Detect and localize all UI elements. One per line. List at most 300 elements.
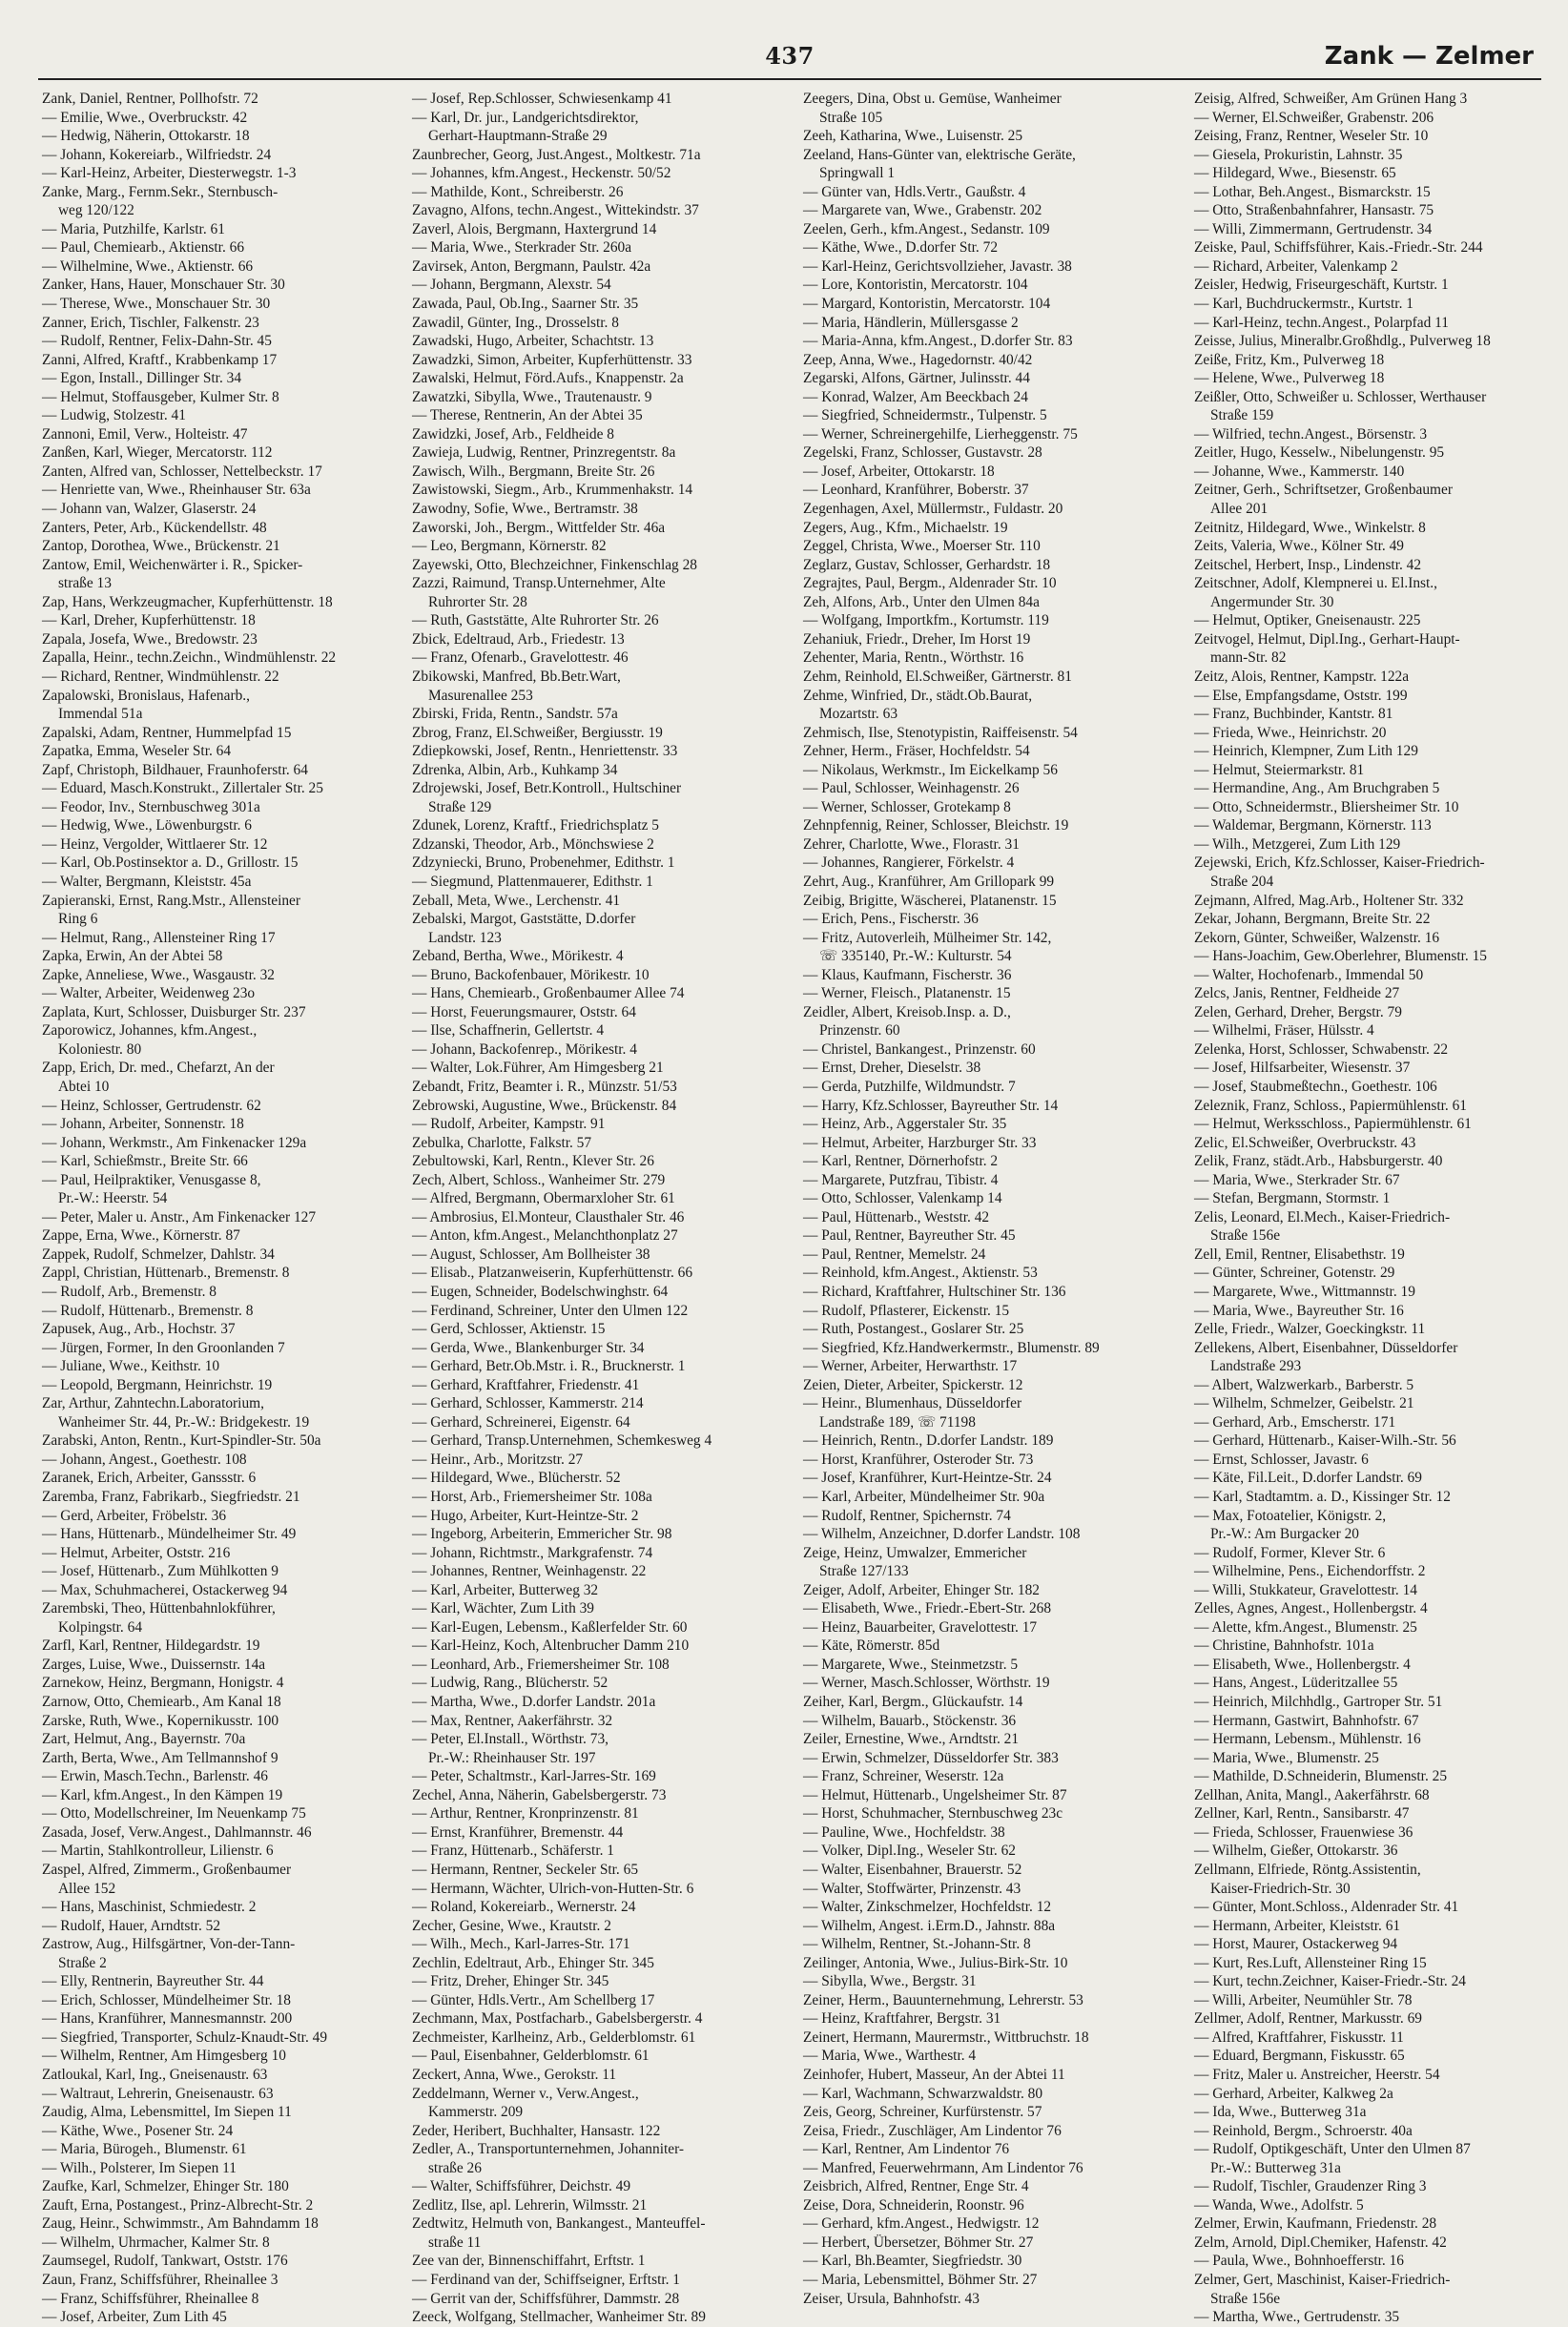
directory-entry: Zarges, Luise, Wwe., Duissernstr. 14a — [42, 1656, 266, 1673]
directory-entry: Straße 159 — [1209, 407, 1274, 424]
directory-entry: Kammerstr. 209 — [427, 2104, 524, 2121]
directory-entry: — Hermann, Lebensm., Mühlenstr. 16 — [1194, 1731, 1421, 1748]
directory-entry: Prinzenstr. 60 — [818, 1022, 900, 1040]
directory-entry: — Johann, Backofenrep., Mörikestr. 4 — [412, 1040, 637, 1058]
directory-entry: — Hugo, Arbeiter, Kurt-Heintze-Str. 2 — [412, 1507, 639, 1524]
directory-entry: Zell, Emil, Rentner, Elisabethstr. 19 — [1194, 1246, 1405, 1263]
directory-entry: Straße 156e — [1209, 2290, 1281, 2307]
directory-entry: — Walter, Zinkschmelzer, Hochfeldstr. 12 — [803, 1899, 1052, 1916]
directory-entry: Zapatka, Emma, Weseler Str. 64 — [42, 743, 232, 760]
directory-entry: Zapke, Anneliese, Wwe., Wasgaustr. 32 — [42, 966, 275, 983]
directory-entry: — Helmut, Rang., Allensteiner Ring 17 — [42, 929, 276, 946]
directory-column-2 — [412, 90, 795, 2326]
directory-entry: — Wilh., Metzgerei, Zum Lith 129 — [1194, 835, 1401, 853]
directory-entry: — Konrad, Walzer, Am Beeckbach 24 — [803, 388, 1028, 405]
directory-entry: Zeiner, Herm., Bauunternehmung, Lehrerstr. 53 — [803, 1991, 1083, 2008]
directory-entry: — Peter, Schaltmstr., Karl-Jarres-Str. 169 — [412, 1768, 656, 1785]
directory-entry: — Karl, Dreher, Kupferhüttenstr. 18 — [42, 612, 256, 629]
directory-entry: Zeilinger, Antonia, Wwe., Julius-Birk-Str. 10 — [803, 1954, 1068, 1971]
directory-entry: Zeising, Franz, Rentner, Weseler Str. 10 — [1194, 128, 1429, 145]
directory-entry: Gerhart-Hauptmann-Straße 29 — [427, 128, 608, 145]
directory-entry: — Maria, Händlerin, Müllersgasse 2 — [803, 314, 1019, 331]
directory-entry: — Josef, Hilfsarbeiter, Wiesenstr. 37 — [1194, 1060, 1411, 1077]
directory-entry: Pr.-W.: Rheinhauser Str. 197 — [427, 1749, 596, 1766]
directory-entry: Zelic, El.Schweißer, Overbruckstr. 43 — [1194, 1134, 1416, 1151]
directory-entry: — Paul, Rentner, Memelstr. 24 — [803, 1246, 986, 1263]
directory-entry: Zekorn, Günter, Schweißer, Walzenstr. 16 — [1194, 929, 1440, 946]
directory-entry: Immendal 51a — [57, 706, 143, 723]
directory-entry: — Ernst, Dreher, Dieselstr. 38 — [803, 1060, 981, 1077]
directory-entry: — Karl, Rentner, Am Lindentor 76 — [803, 2141, 1010, 2158]
directory-entry: — Karl, Wachmann, Schwarzwaldstr. 80 — [803, 2085, 1043, 2102]
directory-entry: Allee 201 — [1209, 501, 1269, 518]
directory-entry: Zank, Daniel, Rentner, Pollhofstr. 72 — [42, 91, 258, 107]
directory-entry: — Heinrich, Rentn., D.dorfer Landstr. 189 — [803, 1432, 1054, 1450]
directory-entry: Zechlin, Edeltraut, Arb., Ehinger Str. 345 — [412, 1954, 654, 1971]
directory-entry: Zeibig, Brigitte, Wäscherei, Platanenstr. 15 — [803, 892, 1057, 909]
directory-entry: Zedler, A., Transportunternehmen, Johanniter- — [412, 2141, 685, 2158]
directory-entry: Straße 156e — [1209, 1227, 1281, 1245]
directory-entry: — Wilhelm, Rentner, Am Himgesberg 10 — [42, 2048, 286, 2065]
directory-entry: Zanke, Marg., Fernm.Sekr., Sternbusch- — [42, 183, 279, 200]
directory-entry: Zeglarz, Gustav, Schlosser, Gerhardstr. 18 — [803, 556, 1051, 573]
directory-entry: — Josef, Rep.Schlosser, Schwiesenkamp 41 — [412, 91, 672, 107]
directory-entry: Kaiser-Friedrich-Str. 30 — [1209, 1880, 1351, 1897]
directory-entry: — Wilhelmi, Fräser, Hülsstr. 4 — [1194, 1022, 1374, 1040]
directory-entry: — Mathilde, Kont., Schreiberstr. 26 — [412, 183, 624, 200]
directory-entry: Koloniestr. 80 — [57, 1040, 142, 1058]
directory-entry: Zehenter, Maria, Rentn., Wörthstr. 16 — [803, 649, 1024, 667]
directory-entry: — Karl, Wächter, Zum Lith 39 — [412, 1600, 594, 1617]
directory-entry: — Gerhard, kfm.Angest., Hedwigstr. 12 — [803, 2215, 1040, 2233]
directory-entry: — Gerhard, Betr.Ob.Mstr. i. R., Brucknerstr. 1 — [412, 1358, 686, 1375]
directory-entry: — Wilh., Polsterer, Im Siepen 11 — [42, 2159, 237, 2176]
directory-entry: Zdrojewski, Josef, Betr.Kontroll., Hultschiner — [412, 780, 682, 797]
directory-entry: — Richard, Kraftfahrer, Hultschiner Str. 136 — [803, 1284, 1066, 1300]
directory-entry: — Maria, Wwe., Blumenstr. 25 — [1194, 1749, 1379, 1766]
directory-entry: Zechmann, Max, Postfacharb., Gabelsbergerstr. 4 — [412, 2010, 703, 2028]
directory-entry: — Margarete van, Wwe., Grabenstr. 202 — [803, 202, 1042, 219]
directory-entry: — Josef, Arbeiter, Ottokarstr. 18 — [803, 463, 995, 480]
directory-entry: — Walter, Hochofenarb., Immendal 50 — [1194, 966, 1424, 983]
directory-entry: — Hermandine, Ang., Am Bruchgraben 5 — [1194, 780, 1440, 797]
directory-entry: Wanheimer Str. 44, Pr.-W.: Bridgekestr. 19 — [57, 1413, 310, 1431]
directory-entry: — Franz, Schreiner, Weserstr. 12a — [803, 1768, 1004, 1785]
directory-entry: Zellmann, Elfriede, Röntg.Assistentin, — [1194, 1861, 1421, 1878]
directory-entry: — Hans-Joachim, Gew.Oberlehrer, Blumenstr. 15 — [1194, 948, 1487, 965]
directory-entry: — Volker, Dipl.Ing., Weseler Str. 62 — [803, 1843, 1017, 1860]
directory-entry: Zebandt, Fritz, Beamter i. R., Münzstr. 51/53 — [412, 1078, 677, 1095]
directory-entry: — Wilhelm, Schmelzer, Geibelstr. 21 — [1194, 1395, 1414, 1412]
directory-entry: — Peter, Maler u. Anstr., Am Finkenacker 127 — [42, 1208, 317, 1225]
directory-entry: — Gerda, Putzhilfe, Wildmundstr. 7 — [803, 1078, 1016, 1095]
directory-entry: — Karl-Heinz, Koch, Altenbrucher Damm 210 — [412, 1637, 690, 1655]
directory-entry: — Heinz, Kraftfahrer, Bergstr. 31 — [803, 2010, 1001, 2028]
directory-entry: Zapf, Christoph, Bildhauer, Fraunhoferstr. 64 — [42, 761, 308, 778]
directory-entry: — Horst, Feuerungsmaurer, Oststr. 64 — [412, 1003, 636, 1020]
directory-entry: Ruhrorter Str. 28 — [427, 593, 527, 610]
directory-entry: — Rudolf, Arbeiter, Kampstr. 91 — [412, 1116, 606, 1133]
page-header — [38, 38, 1541, 76]
directory-column-1 — [42, 90, 404, 2326]
directory-entry: Zeis, Georg, Schreiner, Kurfürstenstr. 57 — [803, 2104, 1042, 2121]
directory-entry: — Hedwig, Wwe., Löwenburgstr. 6 — [42, 817, 252, 834]
directory-entry: — Wilhelm, Gießer, Ottokarstr. 36 — [1194, 1843, 1398, 1860]
directory-entry: Zarfl, Karl, Rentner, Hildegardstr. 19 — [42, 1637, 260, 1655]
directory-entry: Zeiher, Karl, Bergm., Glückaufstr. 14 — [803, 1694, 1023, 1711]
directory-entry: Pr.-W.: Am Burgacker 20 — [1209, 1526, 1359, 1543]
directory-entry: — Therese, Rentnerin, An der Abtei 35 — [412, 407, 643, 424]
directory-entry: Zegrajtes, Paul, Bergm., Aldenrader Str. 10 — [803, 575, 1057, 592]
directory-entry: — Hermann, Wächter, Ulrich-von-Hutten-Str. 6 — [412, 1880, 694, 1897]
directory-entry: — Josef, Staubmeßtechn., Goethestr. 106 — [1194, 1078, 1437, 1095]
directory-entry: Zazzi, Raimund, Transp.Unternehmer, Alte — [412, 575, 666, 592]
directory-entry: Zdunek, Lorenz, Kraftf., Friedrichsplatz 5 — [412, 817, 659, 834]
directory-entry: — Helmut, Arbeiter, Oststr. 216 — [42, 1544, 231, 1561]
directory-entry: Allee 152 — [57, 1880, 116, 1897]
directory-entry: — Juliane, Wwe., Keithstr. 10 — [42, 1358, 220, 1375]
directory-entry: — Käte, Römerstr. 85d — [803, 1637, 940, 1655]
directory-entry: — Paul, Schlosser, Weinhagenstr. 26 — [803, 780, 1020, 797]
directory-entry: Landstraße 293 — [1209, 1358, 1302, 1375]
directory-entry: Straße 127/133 — [818, 1563, 909, 1580]
directory-entry: — Maria, Putzhilfe, Karlstr. 61 — [42, 220, 225, 237]
directory-entry: — Rudolf, Hauer, Arndtstr. 52 — [42, 1917, 221, 1934]
directory-entry: Zdzanski, Theodor, Arb., Mönchswiese 2 — [412, 835, 654, 853]
directory-entry: — Erwin, Schmelzer, Düsseldorfer Str. 383 — [803, 1749, 1059, 1766]
directory-entry: Zeiße, Fritz, Km., Pulverweg 18 — [1194, 351, 1385, 368]
directory-entry: Zdrenka, Albin, Arb., Kuhkamp 34 — [412, 761, 618, 778]
directory-entry: Zbikowski, Manfred, Bb.Betr.Wart, — [412, 668, 621, 685]
directory-entry: — Paul, Heilpraktiker, Venusgasse 8, — [42, 1171, 261, 1188]
directory-entry: Zecher, Gesine, Wwe., Krautstr. 2 — [412, 1917, 611, 1934]
directory-entry: — Karl, Buchdruckermstr., Kurtstr. 1 — [1194, 296, 1413, 313]
directory-entry: Zarth, Berta, Wwe., Am Tellmannshof 9 — [42, 1749, 279, 1766]
directory-entry: — Maria, Wwe., Sterkrader Str. 260a — [412, 239, 632, 257]
directory-entry: Zeddelmann, Werner v., Verw.Angest., — [412, 2085, 639, 2102]
directory-entry: — Margarete, Putzfrau, Tibistr. 4 — [803, 1171, 999, 1188]
directory-entry: straße 13 — [57, 575, 112, 592]
directory-entry: — Helmut, Arbeiter, Harzburger Str. 33 — [803, 1134, 1037, 1151]
directory-entry: — Fritz, Maler u. Anstreicher, Heerstr. 54 — [1194, 2066, 1440, 2083]
directory-entry: — Karl, Bh.Beamter, Siegfriedstr. 30 — [803, 2253, 1022, 2270]
directory-entry: — Erwin, Masch.Techn., Barlenstr. 46 — [42, 1768, 268, 1785]
directory-entry: Zeleznik, Franz, Schloss., Papiermühlenstr. 61 — [1194, 1097, 1467, 1114]
directory-entry: Zeh, Alfons, Arb., Unter den Ulmen 84a — [803, 593, 1040, 610]
directory-entry: Zebrowski, Augustine, Wwe., Brückenstr. 84 — [412, 1097, 677, 1114]
directory-entry: Zehmisch, Ilse, Stenotypistin, Raiffeisenstr. 54 — [803, 724, 1078, 741]
directory-entry: — Käte, Fil.Leit., D.dorfer Landstr. 69 — [1194, 1470, 1422, 1487]
directory-entry: — Giesela, Prokuristin, Lahnstr. 35 — [1194, 146, 1403, 163]
directory-entry: Zapalowski, Bronislaus, Hafenarb., — [42, 687, 250, 704]
directory-entry: — Manfred, Feuerwehrmann, Am Lindentor 76 — [803, 2159, 1083, 2176]
directory-entry: — Albert, Walzwerkarb., Barberstr. 5 — [1194, 1376, 1414, 1393]
directory-entry: — Maria, Wwe., Sterkrader Str. 67 — [1194, 1171, 1400, 1188]
directory-entry: Zdzyniecki, Bruno, Probenehmer, Edithstr. 1 — [412, 855, 675, 872]
directory-entry: — Helmut, Steiermarkstr. 81 — [1194, 761, 1365, 778]
directory-entry: Zegelski, Franz, Schlosser, Gustavstr. 28 — [803, 444, 1042, 462]
directory-entry: — Richard, Arbeiter, Valenkamp 2 — [1194, 257, 1398, 275]
directory-entry: Zeitschner, Adolf, Klempnerei u. El.Inst., — [1194, 575, 1437, 592]
directory-entry: Zawalski, Helmut, Förd.Aufs., Knappenstr. 2a — [412, 370, 684, 387]
directory-entry: Zeiler, Ernestine, Wwe., Arndtstr. 21 — [803, 1731, 1020, 1748]
directory-entry: Zehnpfennig, Reiner, Schlosser, Bleichstr. 19 — [803, 817, 1069, 834]
directory-entry: — Maria-Anna, kfm.Angest., D.dorfer Str. 83 — [803, 333, 1073, 350]
directory-entry: — Wilhelmine, Pens., Eichendorffstr. 2 — [1194, 1563, 1426, 1580]
directory-entry: — Otto, Modellschreiner, Im Neuenkamp 75 — [42, 1805, 306, 1822]
directory-entry: — Hans, Chemiearb., Großenbaumer Allee 74 — [412, 985, 685, 1002]
directory-entry: Zaufke, Karl, Schmelzer, Ehinger Str. 180 — [42, 2178, 289, 2195]
directory-entry: Abtei 10 — [57, 1078, 110, 1095]
directory-entry: — Franz, Schiffsführer, Rheinallee 8 — [42, 2290, 259, 2307]
directory-entry: — Maria, Lebensmittel, Böhmer Str. 27 — [803, 2271, 1038, 2288]
directory-entry: Zegenhagen, Axel, Müllermstr., Fuldastr. 20 — [803, 501, 1063, 518]
directory-entry: — Gerd, Schlosser, Aktienstr. 15 — [412, 1321, 606, 1338]
directory-entry: — Henriette van, Wwe., Rheinhauser Str. 63a — [42, 482, 311, 499]
directory-entry: — Wolfgang, Importkfm., Kortumstr. 119 — [803, 612, 1049, 629]
directory-entry: Zelis, Leonard, El.Mech., Kaiser-Friedrich- — [1194, 1208, 1451, 1225]
directory-entry: Zech, Albert, Schloss., Wanheimer Str. 279 — [412, 1171, 666, 1188]
directory-entry: Zanten, Alfred van, Schlosser, Nettelbeckstr. 17 — [42, 463, 322, 480]
directory-entry: — Willi, Arbeiter, Neumühler Str. 78 — [1194, 1991, 1413, 2008]
directory-entry: — Helmut, Werksschloss., Papiermühlenstr. 61 — [1194, 1116, 1472, 1133]
directory-entry: straße 26 — [427, 2159, 482, 2176]
directory-entry: — Wilh., Mech., Karl-Jarres-Str. 171 — [412, 1936, 630, 1953]
directory-entry: — Wilhelmine, Wwe., Aktienstr. 66 — [42, 257, 254, 275]
directory-entry: — Gerhard, Schlosser, Kammerstr. 214 — [412, 1395, 644, 1412]
directory-entry: — Karl, Schießmstr., Breite Str. 66 — [42, 1153, 248, 1170]
directory-entry: — Johannes, kfm.Angest., Heckenstr. 50/52 — [412, 165, 671, 182]
directory-entry: — Hermann, Gastwirt, Bahnhofstr. 67 — [1194, 1712, 1419, 1729]
directory-entry: — Elisab., Platzanweiserin, Kupferhüttenstr. 66 — [412, 1265, 693, 1282]
directory-entry: Zar, Arthur, Zahntechn.Laboratorium, — [42, 1395, 264, 1412]
directory-entry: Zeisig, Alfred, Schweißer, Am Grünen Hang 3 — [1194, 91, 1468, 107]
directory-entry: — Ruth, Gaststätte, Alte Ruhrorter Str. 26 — [412, 612, 659, 629]
directory-entry: Zap, Hans, Werkzeugmacher, Kupferhüttenstr. 18 — [42, 593, 333, 610]
directory-entry: — Gerhard, Hüttenarb., Kaiser-Wilh.-Str. 56 — [1194, 1432, 1456, 1450]
directory-entry: Straße 129 — [427, 798, 492, 815]
directory-entry: — Johann van, Walzer, Glaserstr. 24 — [42, 501, 257, 518]
directory-entry: — Hans, Angest., Lüderitzallee 55 — [1194, 1675, 1398, 1692]
directory-entry: Zaspel, Alfred, Zimmerm., Großenbaumer — [42, 1861, 292, 1878]
directory-entry: — Martha, Wwe., D.dorfer Landstr. 201a — [412, 1694, 656, 1711]
directory-entry: — Käthe, Wwe., Posener Str. 24 — [42, 2122, 234, 2139]
directory-entry: Zebulka, Charlotte, Falkstr. 57 — [412, 1134, 592, 1151]
directory-entry: Zasada, Josef, Verw.Angest., Dahlmannstr. 46 — [42, 1823, 312, 1841]
directory-entry: — Herbert, Übersetzer, Böhmer Str. 27 — [803, 2234, 1034, 2251]
directory-entry: — Wilhelm, Rentner, St.-Johann-Str. 8 — [803, 1936, 1031, 1953]
directory-entry: Zelmer, Gert, Maschinist, Kaiser-Friedrich- — [1194, 2271, 1451, 2288]
directory-entry: mann-Str. 82 — [1209, 649, 1287, 667]
directory-entry: Zawada, Paul, Ob.Ing., Saarner Str. 35 — [412, 296, 639, 313]
directory-entry: — Karl, Rentner, Dörnerhofstr. 2 — [803, 1153, 999, 1170]
directory-entry: Zehrt, Aug., Kranführer, Am Grillopark 99 — [803, 873, 1055, 890]
directory-entry: Ring 6 — [57, 911, 98, 928]
directory-entry: — Leonhard, Arb., Friemersheimer Str. 108 — [412, 1656, 670, 1673]
directory-entry: Zarnow, Otto, Chemiearb., Am Kanal 18 — [42, 1694, 281, 1711]
directory-entry: Zappek, Rudolf, Schmelzer, Dahlstr. 34 — [42, 1246, 275, 1263]
directory-entry: Zeißler, Otto, Schweißer u. Schlosser, Werthauser — [1194, 388, 1487, 405]
directory-entry: Zeeh, Katharina, Wwe., Luisenstr. 25 — [803, 128, 1023, 145]
directory-entry: Zeisa, Friedr., Zuschläger, Am Lindentor 76 — [803, 2122, 1062, 2139]
directory-entry: — Frieda, Wwe., Heinrichstr. 20 — [1194, 724, 1387, 741]
directory-entry: — Hildegard, Wwe., Biesenstr. 65 — [1194, 165, 1396, 182]
directory-entry: — Werner, Masch.Schlosser, Wörthstr. 19 — [803, 1675, 1050, 1692]
directory-entry: Zapalla, Heinr., techn.Zeichn., Windmühlenstr. 22 — [42, 649, 337, 667]
directory-entry: Zeisler, Hedwig, Friseurgeschäft, Kurtstr. 1 — [1194, 277, 1449, 294]
directory-entry: — Karl, kfm.Angest., In den Kämpen 19 — [42, 1786, 283, 1803]
directory-entry: — Werner, El.Schweißer, Grabenstr. 206 — [1194, 109, 1434, 126]
directory-entry: — Rudolf, Hüttenarb., Bremenstr. 8 — [42, 1302, 254, 1319]
directory-entry: — Ferdinand van der, Schiffseigner, Erftstr. 1 — [412, 2271, 681, 2288]
directory-entry: — Alfred, Kraftfahrer, Fiskusstr. 11 — [1194, 2028, 1404, 2046]
directory-entry: — Roland, Kokereiarb., Wernerstr. 24 — [412, 1899, 636, 1916]
directory-entry: — Karl, Arbeiter, Butterweg 32 — [412, 1581, 599, 1598]
directory-entry: Zart, Helmut, Ang., Bayernstr. 70a — [42, 1731, 246, 1748]
directory-entry: — Else, Empfangsdame, Oststr. 199 — [1194, 687, 1408, 704]
directory-entry: — Paula, Wwe., Bohnhoefferstr. 16 — [1194, 2253, 1404, 2270]
directory-entry: — Maria, Wwe., Warthestr. 4 — [803, 2048, 977, 2065]
directory-entry: — Bruno, Backofenbauer, Mörikestr. 10 — [412, 966, 650, 983]
directory-entry: — Alette, kfm.Angest., Blumenstr. 25 — [1194, 1618, 1417, 1636]
directory-entry: — Heinz, Bauarbeiter, Gravelottestr. 17 — [803, 1618, 1038, 1636]
directory-entry: — Karl-Heinz, Arbeiter, Diesterwegstr. 1-3 — [42, 165, 297, 182]
directory-entry: — Heinz, Arb., Aggerstaler Str. 35 — [803, 1116, 1007, 1133]
directory-entry: — Karl-Heinz, Gerichtsvollzieher, Javastr. 38 — [803, 257, 1072, 275]
directory-entry: Zedtwitz, Helmuth von, Bankangest., Manteuffel- — [412, 2215, 706, 2233]
directory-entry: — Hans, Kranführer, Mannesmannstr. 200 — [42, 2010, 293, 2028]
directory-entry: — Nikolaus, Werkmstr., Im Eickelkamp 56 — [803, 761, 1058, 778]
directory-entry: Straße 105 — [818, 109, 883, 126]
directory-entry: — Erich, Schlosser, Mündelheimer Str. 18 — [42, 1991, 291, 2008]
directory-entry: — Wilhelm, Angest. i.Erm.D., Jahnstr. 88a — [803, 1917, 1056, 1934]
directory-entry: — Wilhelm, Uhrmacher, Kalmer Str. 8 — [42, 2234, 270, 2251]
directory-entry: Zelcs, Janis, Rentner, Feldheide 27 — [1194, 985, 1400, 1002]
directory-entry: — Johann, Arbeiter, Sonnenstr. 18 — [42, 1116, 244, 1133]
directory-entry: Straße 2 — [57, 1954, 107, 1971]
directory-entry: Zapieranski, Ernst, Rang.Mstr., Allensteiner — [42, 892, 300, 909]
directory-entry: — Paul, Eisenbahner, Gelderblomstr. 61 — [412, 2048, 650, 2065]
directory-entry: — Max, Schuhmacherei, Ostackerweg 94 — [42, 1581, 288, 1598]
directory-entry: — Ingeborg, Arbeiterin, Emmericher Str. 98 — [412, 1526, 672, 1543]
directory-entry: — Eduard, Bergmann, Fiskusstr. 65 — [1194, 2048, 1405, 2065]
directory-entry: Zastrow, Aug., Hilfsgärtner, Von-der-Tann- — [42, 1936, 296, 1953]
directory-entry: Zeband, Bertha, Wwe., Mörikestr. 4 — [412, 948, 624, 965]
directory-entry: — Wilhelm, Anzeichner, D.dorfer Landstr. 108 — [803, 1526, 1081, 1543]
directory-entry: — Karl, Dr. jur., Landgerichtsdirektor, — [412, 109, 639, 126]
directory-entry: — Harry, Kfz.Schlosser, Bayreuther Str. 14 — [803, 1097, 1059, 1114]
directory-entry: — Karl, Stadtamtm. a. D., Kissinger Str. 12 — [1194, 1489, 1451, 1506]
directory-entry: Zaranek, Erich, Arbeiter, Ganssstr. 6 — [42, 1470, 257, 1487]
directory-entry: — Christel, Bankangest., Prinzenstr. 60 — [803, 1040, 1036, 1058]
directory-entry: — Maria, Bürogeh., Blumenstr. 61 — [42, 2141, 247, 2158]
directory-entry: — Martha, Wwe., Gertrudenstr. 35 — [1194, 2309, 1400, 2326]
directory-entry: Zegers, Aug., Kfm., Michaelstr. 19 — [803, 519, 1008, 536]
directory-entry: — Max, Fotoatelier, Königstr. 2, — [1194, 1507, 1387, 1524]
directory-entry: Zaporowicz, Johannes, kfm.Angest., — [42, 1022, 258, 1040]
directory-entry: — Johann, Bergmann, Alexstr. 54 — [412, 277, 611, 294]
directory-entry: Zeise, Dora, Schneiderin, Roonstr. 96 — [803, 2196, 1024, 2214]
directory-entry: — Ferdinand, Schreiner, Unter den Ulmen 122 — [412, 1302, 689, 1319]
directory-entry: Zawatzki, Sibylla, Wwe., Trautenaustr. 9 — [412, 388, 652, 405]
directory-entry: Zeeck, Wolfgang, Stellmacher, Wanheimer Str. 89 — [412, 2309, 706, 2326]
directory-entry: — Ludwig, Stolzestr. 41 — [42, 407, 186, 424]
directory-entry: Zeder, Heribert, Buchhalter, Hansastr. 122 — [412, 2122, 661, 2139]
directory-entry: Straße 204 — [1209, 873, 1274, 890]
directory-entry: Zehme, Winfried, Dr., städt.Ob.Baurat, — [803, 687, 1033, 704]
directory-entry: — Paul, Hüttenarb., Weststr. 42 — [803, 1208, 990, 1225]
directory-entry: — Gerhard, Kraftfahrer, Friedenstr. 41 — [412, 1376, 640, 1393]
directory-entry: — Wilfried, techn.Angest., Börsenstr. 3 — [1194, 425, 1428, 443]
directory-entry: Zeien, Dieter, Arbeiter, Spickerstr. 12 — [803, 1376, 1023, 1393]
directory-entry: — Horst, Maurer, Ostackerweg 94 — [1194, 1936, 1398, 1953]
header-rule — [38, 78, 1541, 80]
directory-entry: Zeitler, Hugo, Kesselw., Nibelungenstr. 95 — [1194, 444, 1445, 462]
directory-entry: Zeitz, Alois, Rentner, Kampstr. 122a — [1194, 668, 1410, 685]
directory-entry: Zeeland, Hans-Günter van, elektrische Geräte, — [803, 146, 1076, 163]
directory-entry: Zeggel, Christa, Wwe., Moerser Str. 110 — [803, 538, 1041, 555]
directory-entry: — Johann, Kokereiarb., Wilfriedstr. 24 — [42, 146, 272, 163]
directory-entry: Kolpingstr. 64 — [57, 1618, 143, 1636]
directory-entry: Zaremba, Franz, Fabrikarb., Siegfriedstr. 21 — [42, 1489, 300, 1506]
directory-entry: — Fritz, Dreher, Ehinger Str. 345 — [412, 1973, 609, 1990]
directory-entry: Zehner, Herm., Fräser, Hochfeldstr. 54 — [803, 743, 1030, 760]
directory-entry: — Elisabeth, Wwe., Friedr.-Ebert-Str. 268 — [803, 1600, 1052, 1617]
directory-entry: — Otto, Straßenbahnfahrer, Hansastr. 75 — [1194, 202, 1434, 219]
directory-entry: Zanni, Alfred, Kraftf., Krabbenkamp 17 — [42, 351, 278, 368]
directory-entry: Zaudig, Alma, Lebensmittel, Im Siepen 11 — [42, 2104, 292, 2121]
directory-entry: Zeitvogel, Helmut, Dipl.Ing., Gerhart-Haupt- — [1194, 630, 1460, 648]
directory-entry: Zejmann, Alfred, Mag.Arb., Holtener Str. 332 — [1194, 892, 1464, 909]
directory-entry: — Walter, Schiffsführer, Deichstr. 49 — [412, 2178, 631, 2195]
directory-entry: — Anton, kfm.Angest., Melanchthonplatz 27 — [412, 1227, 678, 1245]
directory-entry: — Günter van, Hdls.Vertr., Gaußstr. 4 — [803, 183, 1026, 200]
directory-entry: — Therese, Wwe., Monschauer Str. 30 — [42, 296, 271, 313]
directory-entry: Zekar, Johann, Bergmann, Breite Str. 22 — [1194, 911, 1431, 928]
directory-entry: Zejewski, Erich, Kfz.Schlosser, Kaiser-Friedrich- — [1194, 855, 1485, 872]
directory-entry: Zeitner, Gerh., Schriftsetzer, Großenbaumer — [1194, 482, 1453, 499]
directory-entry: Zeiger, Adolf, Arbeiter, Ehinger Str. 182 — [803, 1581, 1040, 1598]
directory-entry: Zayewski, Otto, Blechzeichner, Finkenschlag 28 — [412, 556, 697, 573]
directory-entry: Zeisbrich, Alfred, Rentner, Enge Str. 4 — [803, 2178, 1029, 2195]
directory-entry: Zeinert, Hermann, Maurermstr., Wittbruchstr. 18 — [803, 2028, 1089, 2046]
directory-entry: — Willi, Stukkateur, Gravelottestr. 14 — [1194, 1581, 1418, 1598]
directory-entry: — Rudolf, Optikgeschäft, Unter den Ulmen 87 — [1194, 2141, 1471, 2158]
directory-entry: Mozartstr. 63 — [818, 706, 898, 723]
directory-entry: Zaplata, Kurt, Schlosser, Duisburger Str. 237 — [42, 1003, 306, 1020]
directory-entry: — Johann, Richtmstr., Markgrafenstr. 74 — [412, 1544, 653, 1561]
directory-entry: — Hans, Maschinist, Schmiedestr. 2 — [42, 1899, 257, 1916]
directory-entry: Pr.-W.: Heerstr. 54 — [57, 1190, 168, 1207]
directory-entry: Zappl, Christian, Hüttenarb., Bremenstr. 8 — [42, 1265, 290, 1282]
directory-entry: Zelle, Friedr., Walzer, Goeckingkstr. 11 — [1194, 1321, 1426, 1338]
directory-entry: — Kurt, techn.Zeichner, Kaiser-Friedr.-Str. 24 — [1194, 1973, 1467, 1990]
directory-entry: — Ernst, Kranführer, Bremenstr. 44 — [412, 1823, 624, 1841]
directory-entry: — Eugen, Schneider, Bodelschwinghstr. 64 — [412, 1284, 669, 1300]
running-head: Zank — Zelmer — [1324, 42, 1534, 71]
directory-entry: Zarembski, Theo, Hüttenbahnlokführer, — [42, 1600, 276, 1617]
directory-entry: Zannoni, Emil, Verw., Holteistr. 47 — [42, 425, 248, 443]
directory-entry: — Richard, Rentner, Windmühlenstr. 22 — [42, 668, 279, 685]
directory-entry: — Johanne, Wwe., Kammerstr. 140 — [1194, 463, 1405, 480]
directory-entry: — Heinrich, Milchhdlg., Gartroper Str. 51 — [1194, 1694, 1443, 1711]
directory-entry: Zanßen, Karl, Wieger, Mercatorstr. 112 — [42, 444, 273, 462]
directory-entry: — Otto, Schlosser, Valenkamp 14 — [803, 1190, 1002, 1207]
directory-entry: — Emilie, Wwe., Overbruckstr. 42 — [42, 109, 248, 126]
directory-entry: — Hermann, Arbeiter, Kleiststr. 61 — [1194, 1917, 1401, 1934]
directory-entry: — Hedwig, Näherin, Ottokarstr. 18 — [42, 128, 250, 145]
directory-entry: — Eduard, Masch.Konstrukt., Zillertaler Str. 25 — [42, 780, 323, 797]
